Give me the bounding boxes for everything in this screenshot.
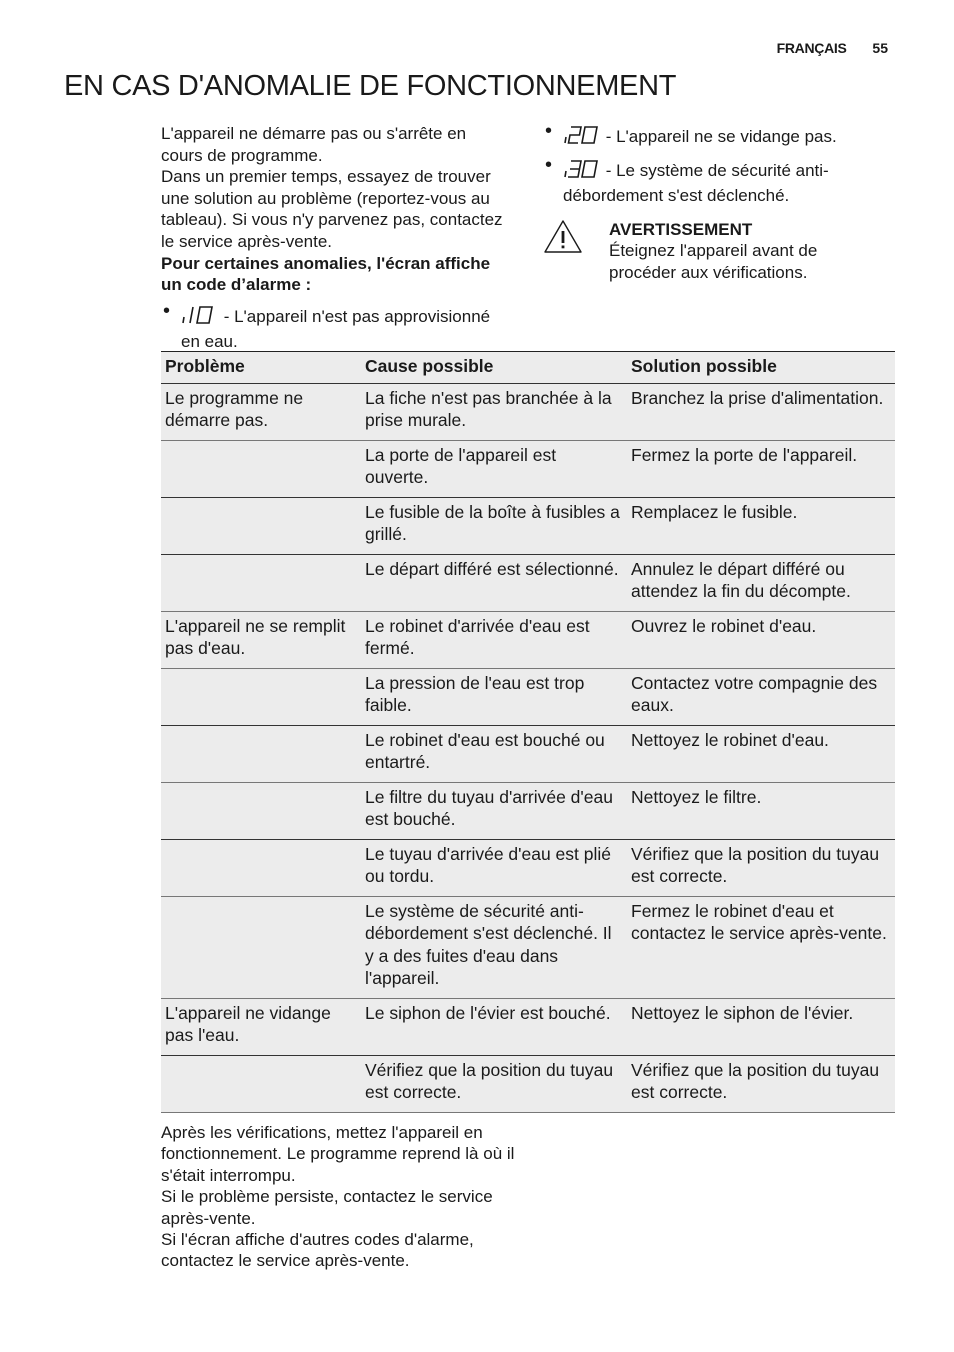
bullet-icon: • xyxy=(163,299,171,322)
problem-cell xyxy=(161,896,361,998)
warning-text: Éteignez l'appareil avant de procéder aux vérifications. xyxy=(609,241,818,282)
alarm-text-i30: - Le système de sécurité anti-débordement s'est déclenché. xyxy=(563,160,829,206)
header-problem: Problème xyxy=(165,356,245,376)
table-row xyxy=(161,1055,895,1112)
solution-cell: Ouvrez le robinet d'eau. xyxy=(631,615,817,636)
solution-cell: Contactez votre compagnie des eaux. xyxy=(631,672,878,715)
troubleshooting-table xyxy=(161,351,895,1113)
table-row xyxy=(161,497,895,554)
after-paragraph-3: Si l'écran affiche d'autres codes d'alarme, contactez le service après-vente. xyxy=(161,1230,474,1271)
header-solution: Solution possible xyxy=(631,356,777,376)
problem-cell: L'appareil ne vidange pas l'eau. xyxy=(165,1002,331,1045)
alarm-text-i20: - L'appareil ne se vidange pas. xyxy=(601,127,837,146)
cause-cell: Le fusible de la boîte à fusibles a grillé. xyxy=(365,501,620,544)
problem-cell xyxy=(161,725,361,782)
problem-cell xyxy=(161,440,361,497)
problem-cell: L'appareil ne se remplit pas d'eau. xyxy=(165,615,346,658)
alarm-item-i20 xyxy=(543,120,888,152)
bullet-icon: • xyxy=(545,153,553,176)
table-row xyxy=(161,668,895,725)
solution-cell: Vérifiez que la position du tuyau est correcte. xyxy=(631,843,880,886)
right-column xyxy=(543,120,888,284)
table-row xyxy=(161,896,895,998)
language-label: FRANÇAIS xyxy=(776,40,847,56)
after-paragraph-2: Si le problème persiste, contactez le service après-vente. xyxy=(161,1187,493,1228)
solution-cell: Nettoyez le robinet d'eau. xyxy=(631,729,829,750)
page-header xyxy=(777,40,888,56)
solution-cell: Nettoyez le siphon de l'évier. xyxy=(631,1002,854,1023)
problem-cell xyxy=(161,497,361,554)
table-row xyxy=(161,725,895,782)
warning-title: AVERTISSEMENT xyxy=(609,219,753,239)
after-paragraph-1: Après les vérifications, mettez l'appareil en fonctionnement. Le programme reprend là où il s'était interrompu. xyxy=(161,1123,515,1185)
table-row xyxy=(161,611,895,668)
problem-cell xyxy=(161,668,361,725)
table-row xyxy=(161,998,895,1055)
cause-cell: Le siphon de l'évier est bouché. xyxy=(365,1002,611,1023)
table-row xyxy=(161,839,895,896)
intro-paragraph-1: L'appareil ne démarre pas ou s'arrête en cours de programme. xyxy=(161,124,467,165)
header-cause: Cause possible xyxy=(365,356,494,376)
cause-cell: Vérifiez que la position du tuyau est correcte. xyxy=(365,1059,614,1102)
problem-cell xyxy=(161,839,361,896)
cause-cell: La porte de l'appareil est ouverte. xyxy=(365,444,557,487)
solution-cell: Vérifiez que la position du tuyau est correcte. xyxy=(631,1059,880,1102)
cause-cell: Le filtre du tuyau d'arrivée d'eau est bouché. xyxy=(365,786,613,829)
intro-alarm-note: Pour certaines anomalies, l'écran affiche un code d’alarme : xyxy=(161,253,491,295)
problem-cell xyxy=(161,1055,361,1112)
table-row xyxy=(161,782,895,839)
page-number: 55 xyxy=(872,40,888,56)
problem-cell xyxy=(161,782,361,839)
solution-cell: Remplacez le fusible. xyxy=(631,501,798,522)
bullet-icon: • xyxy=(545,120,553,142)
cause-cell: Le robinet d'arrivée d'eau est fermé. xyxy=(365,615,590,658)
intro-paragraph-2: Dans un premier temps, essayez de trouver une solution au problème (reportez-vous au tableau). Si vous n'y parvenez pas, contactez le service après-vente. xyxy=(161,167,503,251)
solution-cell: Nettoyez le filtre. xyxy=(631,786,762,807)
cause-cell: La pression de l'eau est trop faible. xyxy=(365,672,585,715)
after-checks-section xyxy=(161,1122,521,1272)
table-header-row xyxy=(161,352,895,384)
alarm-code-i20-icon xyxy=(563,124,599,152)
alarm-code-i10-icon xyxy=(181,304,217,332)
page-title: EN CAS D'ANOMALIE DE FONCTIONNEMENT xyxy=(64,70,677,102)
intro-column xyxy=(161,123,506,353)
warning-box xyxy=(543,219,888,284)
solution-cell: Fermez la porte de l'appareil. xyxy=(631,444,858,465)
cause-cell: Le robinet d'eau est bouché ou entartré. xyxy=(365,729,605,772)
table-row xyxy=(161,554,895,611)
cause-cell: La fiche n'est pas branchée à la prise murale. xyxy=(365,387,612,430)
solution-cell: Fermez le robinet d'eau et contactez le service après-vente. xyxy=(631,900,887,943)
warning-triangle-icon xyxy=(543,219,583,261)
alarm-text-i10: - L'appareil n'est pas approvisionné en eau. xyxy=(181,306,491,352)
cause-cell: Le départ différé est sélectionné. xyxy=(365,558,619,579)
problem-cell: Le programme ne démarre pas. xyxy=(165,387,304,430)
cause-cell: Le tuyau d'arrivée d'eau est plié ou tordu. xyxy=(365,843,612,886)
alarm-code-i30-icon xyxy=(563,158,599,186)
solution-cell: Annulez le départ différé ou attendez la fin du décompte. xyxy=(631,558,851,601)
table-row xyxy=(161,383,895,440)
alarm-item-i30 xyxy=(543,153,888,207)
alarm-item-i10 xyxy=(161,299,506,353)
table-row xyxy=(161,440,895,497)
solution-cell: Branchez la prise d'alimentation. xyxy=(631,387,884,408)
problem-cell xyxy=(161,554,361,611)
cause-cell: Le système de sécurité anti-débordement s'est déclenché. Il y a des fuites d'eau dans l'appareil. xyxy=(365,900,612,988)
